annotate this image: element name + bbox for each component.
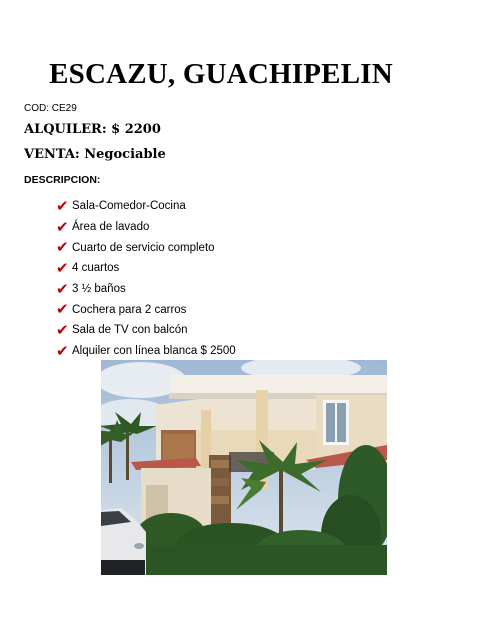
checkmark-icon: ✔: [56, 279, 69, 298]
checkmark-icon: ✔: [56, 320, 69, 339]
feature-item: [56, 320, 236, 341]
description-label: DESCRIPCION:: [24, 174, 101, 186]
feature-text: Cochera para 2 carros: [72, 303, 187, 316]
feature-item: [56, 217, 236, 238]
page-title: ESCAZU, GUACHIPELIN: [49, 58, 393, 90]
rent-price: ALQUILER: $ 2200: [24, 122, 161, 137]
feature-text: Alquiler con línea blanca $ 2500: [72, 345, 236, 358]
feature-item: [56, 341, 236, 362]
feature-text: 3 ½ baños: [72, 283, 126, 296]
checkmark-icon: ✔: [56, 238, 69, 257]
feature-item: [56, 279, 236, 300]
feature-item: [56, 196, 236, 217]
checkmark-icon: ✔: [56, 217, 69, 236]
feature-item: [56, 299, 236, 320]
checkmark-icon: ✔: [56, 196, 69, 215]
feature-text: Sala-Comedor-Cocina: [72, 200, 186, 213]
feature-item: [56, 237, 236, 258]
checkmark-icon: ✔: [56, 341, 69, 360]
checkmark-icon: ✔: [56, 300, 69, 319]
house-photo: [101, 360, 387, 575]
feature-text: Área de lavado: [72, 221, 150, 234]
checkmark-icon: ✔: [56, 258, 69, 277]
feature-text: Cuarto de servicio completo: [72, 241, 215, 254]
feature-text: Sala de TV con balcón: [72, 324, 188, 337]
property-code: COD: CE29: [24, 103, 77, 114]
feature-item: [56, 258, 236, 279]
feature-list: [56, 196, 236, 362]
sale-price: VENTA: Negociable: [24, 147, 166, 162]
feature-text: 4 cuartos: [72, 262, 120, 275]
